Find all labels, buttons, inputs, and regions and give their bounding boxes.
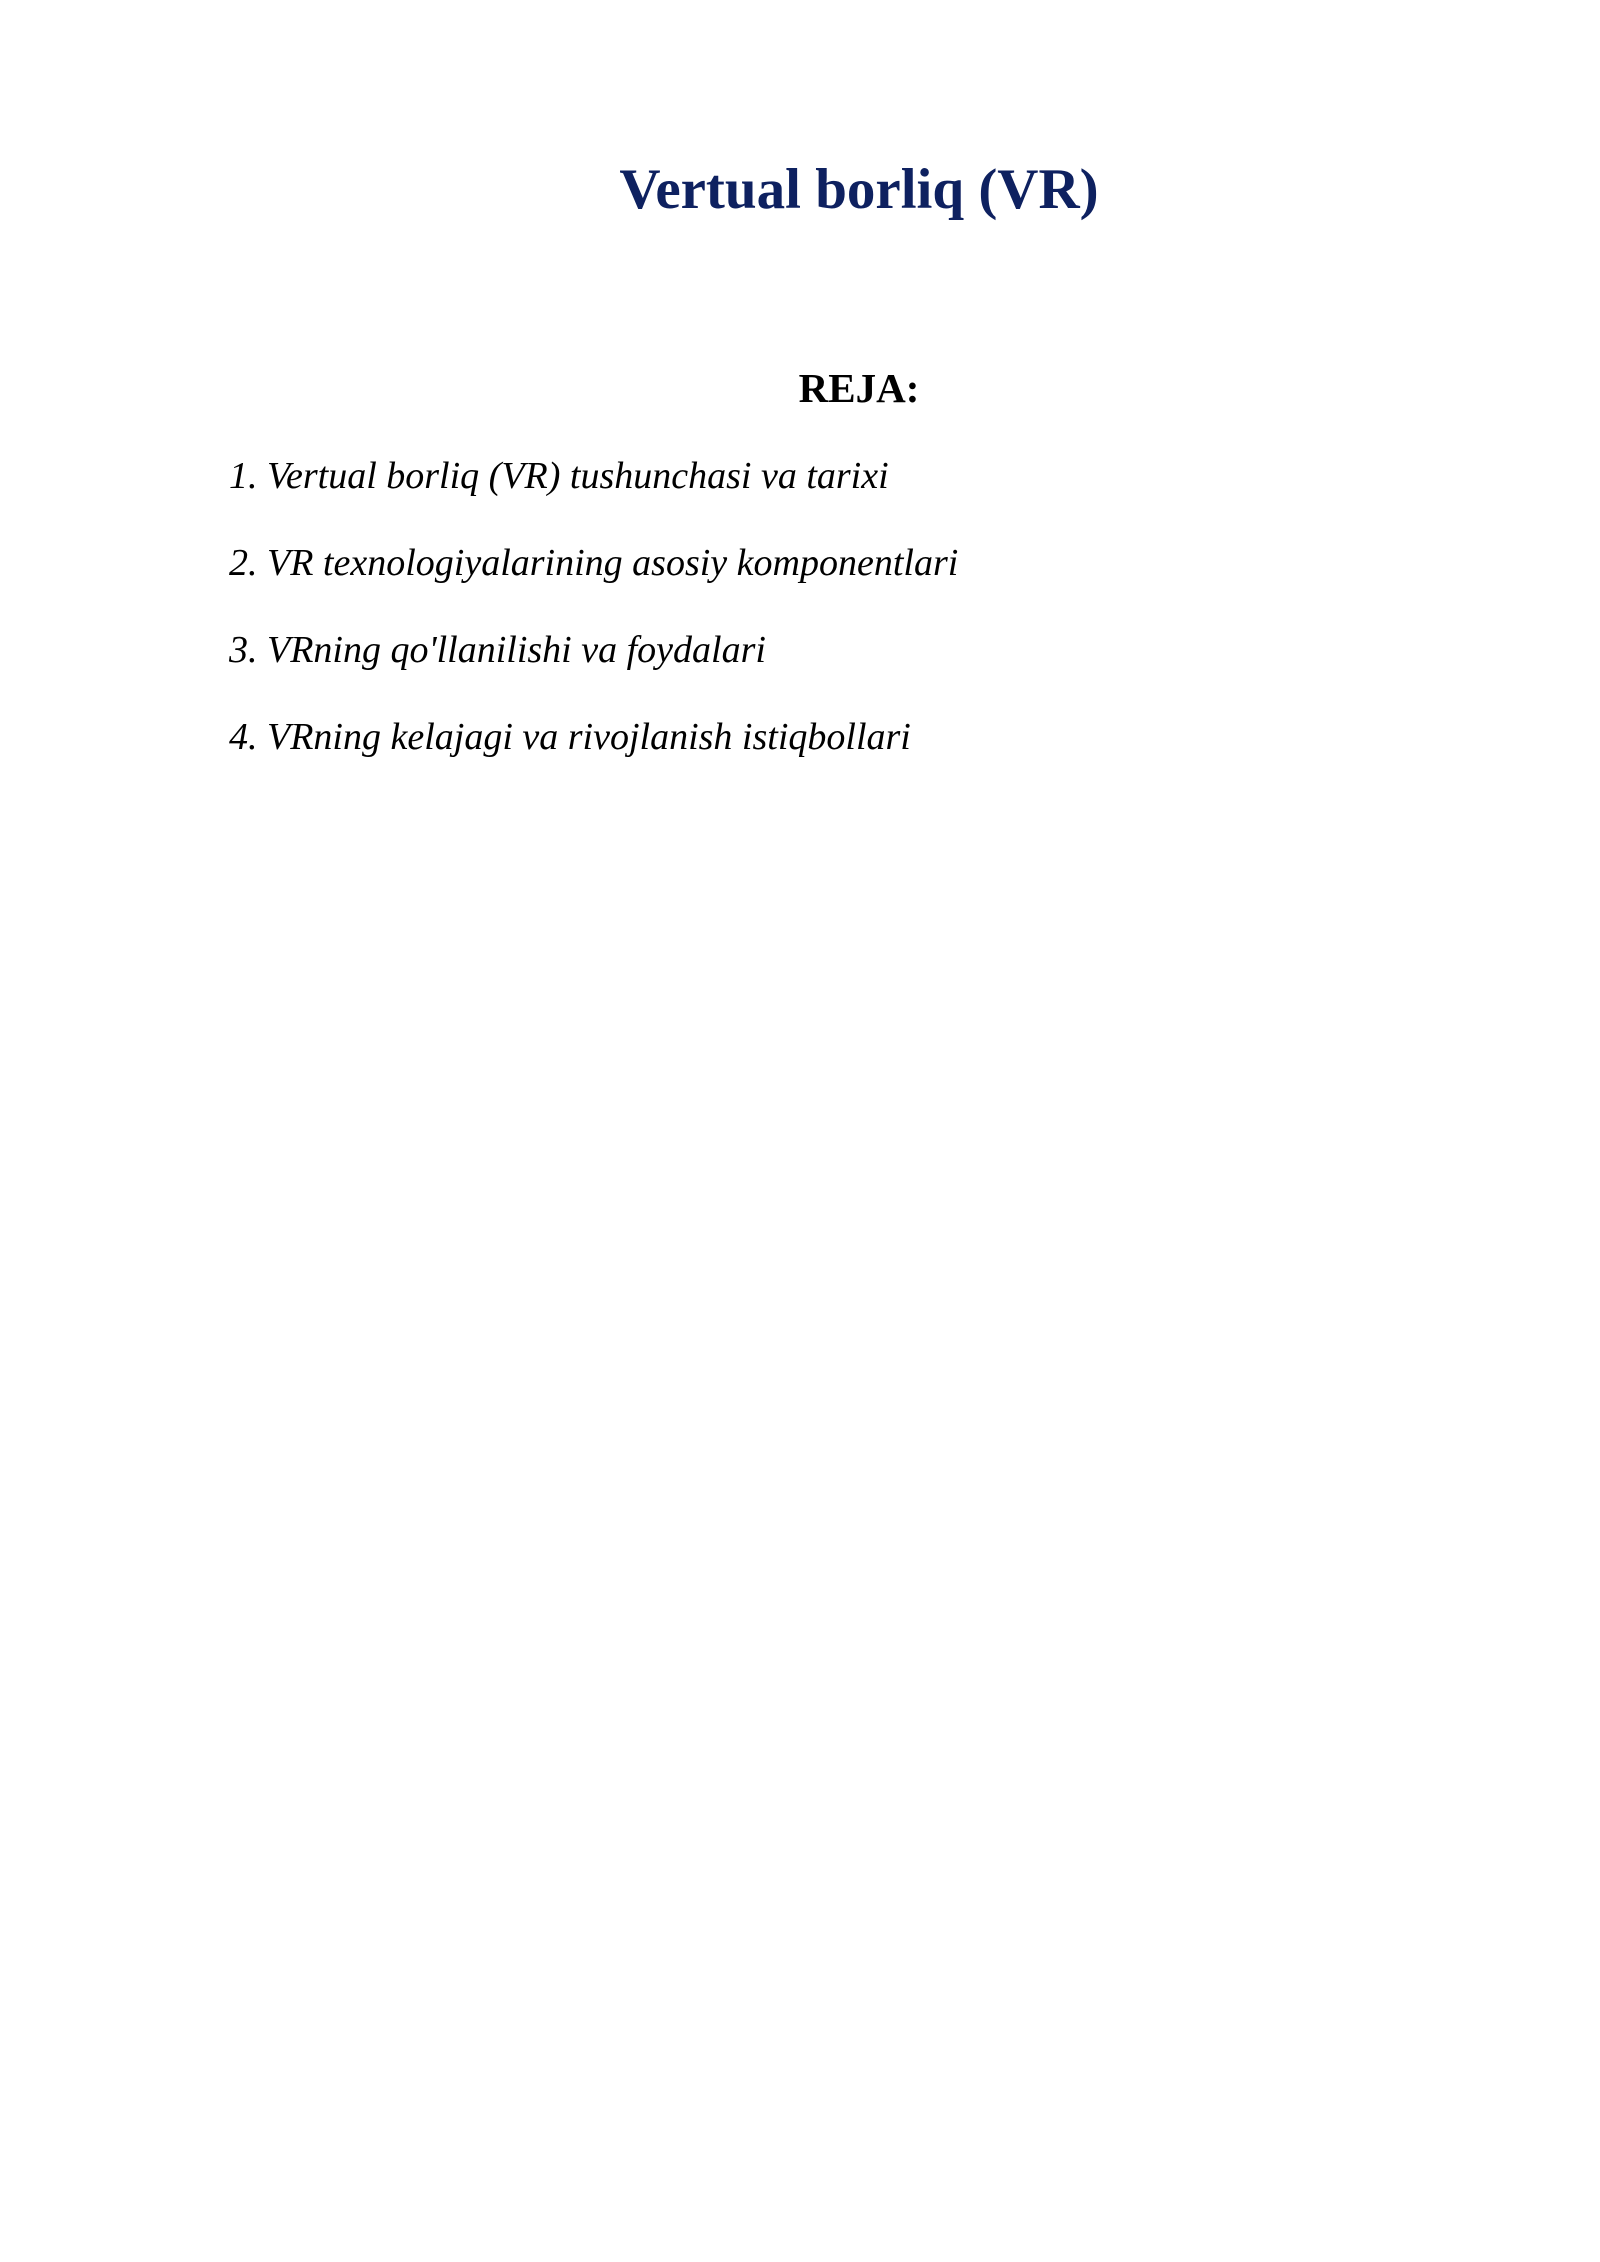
plan-list <box>229 451 958 799</box>
document-title: Vertual borliq (VR) <box>619 158 1099 221</box>
plan-item-4: 4. VRning kelajagi va rivojlanish istiqbollari <box>229 716 911 758</box>
plan-item-3: 3. VRning qo'llanilishi va foydalari <box>229 629 766 671</box>
plan-item-2: 2. VR texnologiyalarining asosiy komponentlari <box>229 542 959 584</box>
plan-item-1: 1. Vertual borliq (VR) tushunchasi va tarixi <box>229 455 889 497</box>
plan-heading: REJA: <box>798 365 920 411</box>
